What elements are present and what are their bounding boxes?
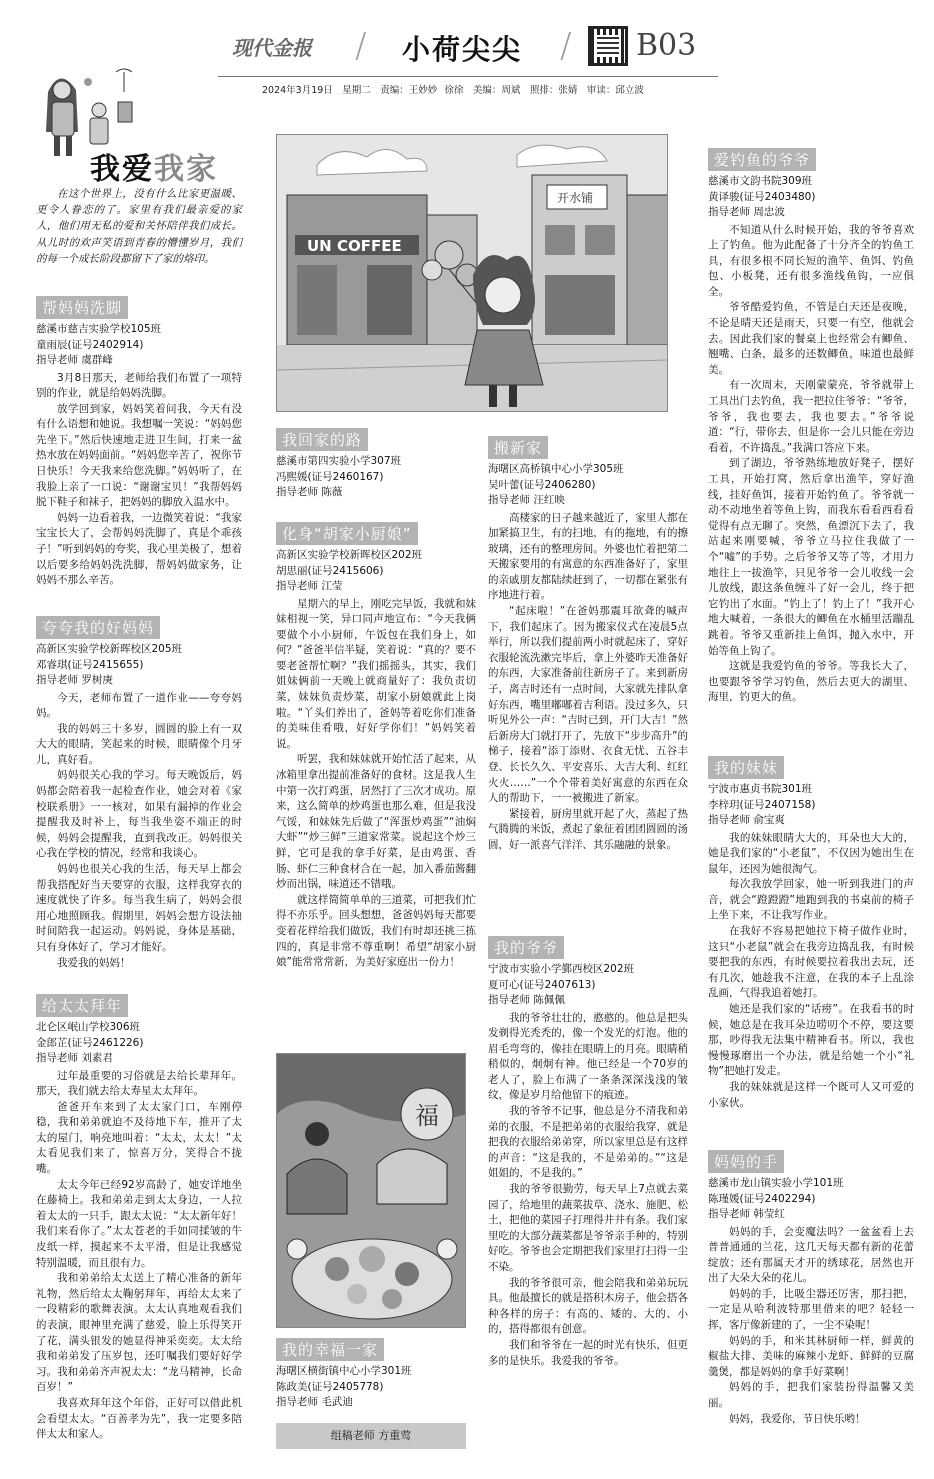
paragraph: 妈妈一边看着我，一边微笑着说：“我家宝宝长大了，会帮妈妈洗脚了，真是个乖孩子！”听到妈妈的夸奖，我心里美极了，想着以后要多给妈妈洗洗脚，帮妈妈做家务，让妈妈不那么辛苦。 <box>36 511 242 587</box>
article-author: 夏可心(证号2407613) <box>488 978 596 991</box>
article-author: 胡思丽(证号2415606) <box>276 564 384 577</box>
article-title: 夸夸我的好妈妈 <box>36 616 160 639</box>
article-title: 搬新家 <box>488 436 548 459</box>
paragraph: 星期六的早上，刚吃完早饭，我就和妹妹相视一笑，异口同声地宣布：“今天我俩要做个小小厨师，午饭包在我们身上，如何？”爸爸半信半疑，笑着说：“真的？要不要老爸帮忙啊？”我们摇摇头，其实，我们姐妹俩前一天晚上就商量好了：我负责切菜，妹妹负责炒菜，胡家小厨娘就此上岗啦。“丫头们养出了，爸妈等着吃你们准备的美味佳肴哦，好好学你们！”妈妈笑着说。 <box>276 597 476 750</box>
column-header <box>18 58 246 187</box>
page-number: B03 <box>636 28 697 63</box>
paragraph: 每次我放学回家，她一听到我进门的声音，就会“蹬蹬蹬”地跑到我的书桌前的椅子上坐下来，不让我写作业。 <box>708 878 914 922</box>
article-happy-family <box>276 1338 476 1411</box>
shop-sign-2: 开水铺 <box>557 191 594 205</box>
paragraph: 我的妹妹眼睛大大的，耳朵也大大的，她是我们家的“小老鼠”，不仅因为她出生在鼠年，还因为她很淘气。 <box>708 831 914 875</box>
paragraph: 爸爸开车来到了太太家门口，车刚停稳，我和弟弟就迫不及待地下车，推开了太太的屋门，响亮地叫着：“太太，太太！”太太看见我们来了，惊喜万分，笑得合不拢嘴。 <box>36 1100 242 1176</box>
paragraph: 这就是我爱钓鱼的爷爷。等我长大了，也要跟爷爷学习钓鱼，然后去更大的湖里、海里，钓更大的鱼。 <box>708 660 914 704</box>
paragraph: 爷爷酷爱钓鱼，不管是白天还是夜晚，不论是晴天还是雨天，只要一有空，他就会去。因此我们家的餐桌上也经常会有鲫鱼、翘嘴、白条，最多的还数鲫鱼，味道也最鲜美。 <box>708 301 914 376</box>
paragraph: 今天，老师布置了一道作业——夸夸妈妈。 <box>36 691 242 720</box>
paragraph: 我爱我的妈妈！ <box>57 956 131 969</box>
paragraph: 我的爷爷很可亲，他会陪我和弟弟玩玩具。他最擅长的就是搭积木房子，他会搭各种各样的房子：有高的、矮的、大的、小的，搭得都很有创意。 <box>488 1276 688 1336</box>
paragraph: “起床啦！”在爸妈那震耳欲聋的喊声下，我们起床了。因为搬家仪式在凌晨5点举行，所以我们提前两小时就起床了，穿好衣服轮流洗漱完毕后，拿上外婆昨天准备好的东西，大家准备前往新房子了。来到新房子，离吉时还有一点时间，大家就先排队拿好东西，嘴里嘟嘟着吉利语。没过多久，只听见外公一声：“吉时已到，开门大吉！”然后新房大门就打开了，先放下“步步高升”的梯子，接着“添丁添财、衣食无忧、五谷丰登、长长久久、平安喜乐、大吉大利、红红火火……”一个个带着美好寓意的东西在众人的帮助下，一一被搬进了新家。 <box>488 605 688 805</box>
article-title: 妈妈的手 <box>708 1150 784 1173</box>
article-teacher: 指导老师 陈薇 <box>276 486 343 498</box>
paragraph: 我和弟弟给太太送上了精心准备的新年礼物，然后给太太鞠躬拜年，再给太太来了一段精彩的歌舞表演。太太认真地观看我们的表演，眼神里充满了慈爱，脸上乐得笑开了花，满头银发的她显得神采奕奕。太太给我和弟弟发了压岁包，还叮嘱我们要好好学习。我和弟弟齐声祝太太：“龙马精神，长命百岁！” <box>36 1272 242 1394</box>
paragraph: 我喜欢拜年这个年俗，正好可以借此机会看望太太。“百善孝为先”，我一定要多陪伴太太和家人。 <box>36 1396 242 1441</box>
painting-happy-family <box>276 1053 466 1328</box>
article-body <box>276 597 476 971</box>
paragraph: 紧接着，厨房里就开起了火，蒸起了热气腾腾的米饭，煮起了象征着团团圆圆的汤圆，好一派喜气洋洋、其乐融融的景象。 <box>488 807 688 851</box>
article-author: 邓睿琪(证号2415655) <box>36 658 144 671</box>
article-teacher: 指导老师 毛武迪 <box>276 1396 353 1408</box>
article-title: 我的妹妹 <box>708 756 784 779</box>
masthead-divider: / <box>355 26 367 66</box>
fu-character: 福 <box>415 1102 439 1130</box>
article-teacher: 指导老师 刘素君 <box>36 1052 113 1064</box>
article-author: 金郎芷(证号2461226) <box>36 1036 144 1049</box>
article-author: 冯熙媛(证号2460167) <box>276 470 384 483</box>
paragraph: 她还是我们家的“话痨”。在我看书的时候，她总是在我耳朵边唠叨个不停，要这要那，吵得我无法集中精神看书。所以，我也慢慢琢磨出一个办法，就是给她一个小“礼物”把她打发走。 <box>708 1003 914 1078</box>
paragraph: 听罢，我和妹妹就开始忙活了起来，从冰箱里拿出提前准备好的食材。这是我人生中第一次打鸡蛋，居然打了三次才成功。原来，这么简单的炒鸡蛋也那么难，但是我没气馁，和妹妹先后做了“浑蛋炒鸡蛋”“油焖大虾”“炒三鲜”三道家常菜。说起这个炒三鲜，它可是我的拿手好菜，是由鸡蛋、香肠、虾仁三种食材合在一起，加入番茄酱翻炒而出锅，味道还不错哦。 <box>276 753 476 891</box>
article-praise-mom <box>36 616 242 971</box>
article-title: 我回家的路 <box>276 428 368 451</box>
paragraph: 我的妹妹就是这样一个既可人又可爱的小家伙。 <box>708 1081 914 1109</box>
article-title: 我的爷爷 <box>488 936 564 959</box>
article-title: 化身“胡家小厨娘” <box>276 522 418 545</box>
editor-credit: 组稿老师 方重莺 <box>276 1423 466 1449</box>
article-teacher: 指导老师 江莹 <box>276 580 343 592</box>
paper-name: 现代金报 <box>232 36 312 60</box>
column-title-dark: 我爱 <box>90 152 154 187</box>
article-school: 北仑区岷山学校306班 <box>36 1021 141 1033</box>
paragraph: 我的爷爷壮壮的，憨憨的。他总是把头发剃得光秃秃的，像一个发光的灯泡。他的眉毛弯弯的，像挂在眼睛上的月亮。眼睛稍稍似的，炯炯有神。他已经是一个70岁的老人了，脸上布满了一条条深深浅浅的皱纹，像是岁月给他留下的痕迹。 <box>488 1011 688 1102</box>
section-title: 小荷尖尖 <box>402 33 523 66</box>
paragraph: 不知道从什么时候开始，我的爷爷喜欢上了钓鱼。他为此配备了十分齐全的钓鱼工具，有很多根不同长短的渔竿、鱼饵、钓鱼包、小板凳，还有很多渔线鱼钩，一应俱全。 <box>708 223 914 298</box>
article-moving <box>488 436 688 854</box>
paragraph: 3月8日那天，老师给我们布置了一项特别的作业，就是给妈妈洗脚。 <box>36 371 242 400</box>
article-new-year-visit <box>36 994 242 1443</box>
article-body <box>488 1011 688 1370</box>
paragraph: 妈妈的手，比吸尘器还厉害，那扫把，一定是从哈利波特那里借来的吧？轻轻一挥，客厅像新建的了，一尘不染呢！ <box>708 1287 914 1332</box>
article-teacher: 指导老师 周忠波 <box>708 206 785 218</box>
article-little-sister <box>708 756 914 1111</box>
paragraph: 我的爷爷不记事，他总是分不清我和弟弟的衣服，不是把弟弟的衣服给我穿，就是把我的衣服给弟弟穿，所以家里总是有这样的声音：“这是我的，不是弟弟的。”“这是姐姐的，不是我的。” <box>488 1105 688 1180</box>
article-body <box>36 1069 242 1443</box>
paragraph: 放学回到家，妈妈笑着问我，今天有没有什么语想和她说。我想嘱一笑说：“妈妈您先坐下。”然后快速地走进卫生间，打来一盆热水放在妈妈面前。“妈妈您辛苦了，祝你节日快乐！今天我来给您洗脚。”妈妈听了，在我脸上亲了一口说：“谢谢宝贝！”我帮妈妈脱下鞋子和袜子，把妈妈的脚放入温水中。 <box>36 402 242 509</box>
paragraph: 妈妈很关心我的学习。每天晚饭后，妈妈都会陪着我一起检查作业，她会对着《家校联系册》一一核对，如果有漏掉的作业会提醒我及时补上，每当我坐姿不端正的时候，妈妈会提醒我，直到我改正。妈妈很关心我在学校的情况，经常和我谈心。 <box>36 769 242 860</box>
dateline: 2024年3月19日 星期二 责编：王妙妙 徐徐 美编：周斌 照排：张婧 审读：邱立波 <box>262 85 644 96</box>
paragraph: 我们和爷爷在一起的时光有快乐，但更多的是快乐。我爱我的爷爷。 <box>488 1338 688 1367</box>
shop-sign-coffee: UN COFFEE <box>307 237 402 255</box>
qr-code-icon <box>588 26 628 66</box>
article-grandpa <box>488 936 688 1369</box>
masthead <box>210 20 720 74</box>
article-teacher: 指导老师 韩莹红 <box>708 1208 785 1220</box>
article-school: 海曙区高桥镇中心小学305班 <box>488 463 624 475</box>
paragraph: 妈妈，我爱你，节日快乐哟！ <box>729 1412 866 1425</box>
article-body <box>708 831 914 1112</box>
article-author: 陈瑾媛(证号2402294) <box>708 1192 816 1205</box>
paragraph: 妈妈也很关心我的生活，每天早上都会帮我搭配好当天要穿的衣服，这样我穿衣的速度就快了许多。每当我生病了，妈妈会很用心地照顾我。假期里，妈妈会想方设法抽时间陪我一起运动。妈妈说，身体是基础，只有身体好了，学习才能好。 <box>36 863 242 953</box>
article-title: 爱钓鱼的爷爷 <box>708 148 816 171</box>
paragraph: 我的妈妈三十多岁，圆圆的脸上有一双大大的眼睛，笑起来的时候，眼睛像个月牙儿，真好看。 <box>36 722 242 766</box>
article-author: 黄译骏(证号2403480) <box>708 190 816 203</box>
paragraph: 到了湖边，爷爷熟练地放好凳子，摆好工具，开始打窝，然后拿出渔竿，穿好渔线，挂好鱼饵，接着开始钓鱼了。爷爷就一动不动地坐着等鱼上钩，而我东看看西看看觉得有点无聊了。突然，鱼漂沉下去了，我站起来刚要喊，爷爷立马拉住我做了一个“嘘”的手势。之后爷爷又等了等，才用力地往上一拔渔竿，只见爷爷一会儿收线一会儿放线，跟这条鱼缠斗了好一会儿，终于把它钓出了水面。“钓上了！钓上了！”我开心地大喊着，一条很大的鲫鱼在水桶里活蹦乱跳着。爷爷又重新挂上鱼饵，抛入水中，开始等鱼上钩了。 <box>708 457 914 657</box>
paragraph: 高楼家的日子越来越近了，家里人都在加紧搞卫生，有的扫地，有的拖地，有的擦玻璃，还有的整理房间。外婆也忙着把第二天搬家要用的有寓意的东西准备好了，家里的亲戚朋友都陆续赶到了，一切都在紧张有序地进行着。 <box>488 511 688 602</box>
paragraph: 妈妈的手，会变魔法吗？一盆盆看上去普普通通的兰花，这几天每天都有新的花蕾绽放；还有那属天才开的绣球花，居然也开出了大朵大朵的花儿。 <box>708 1225 914 1285</box>
paragraph: 太太今年已经92岁高龄了，她安详地坐在藤椅上。我和弟弟走到太太身边，一人拉着太太的一只手，跟太太说：“太太新年好！我们来看你了。”太太苍老的手如同揉皱的牛皮纸一样，摸起来不太平滑，但是让我感觉特别温暖，而且很有力。 <box>36 1178 242 1269</box>
column-title <box>90 144 218 188</box>
masthead-rule <box>218 76 718 77</box>
article-school: 慈溪市龙山镇实验小学101班 <box>708 1177 844 1189</box>
article-school: 宁波市实验小学鄞西校区202班 <box>488 963 635 975</box>
paragraph: 就这样简简单单的三道菜，可把我们忙得不亦乐乎。回头想想，爸爸妈妈每天都要变着花样给我们做饭，我们有时却还挑三拣四的，真是非常不尊重啊！希望“胡家小厨娘”能常常常新，为美好家庭出一份力！ <box>276 893 476 969</box>
article-author: 陈政美(证号2405778) <box>276 1380 384 1393</box>
paragraph: 妈妈的手，和米其林厨师一样，鲜黄的椒盐大排、美味的麻辣小龙虾、鲜鲜的豆腐羹煲，都是妈妈的拿手好菜啊！ <box>708 1334 914 1378</box>
article-fishing-grandpa <box>708 148 914 706</box>
article-body <box>708 223 914 706</box>
article-school: 海曙区横街镇中心小学301班 <box>276 1365 412 1377</box>
painting-street-girl <box>276 134 668 412</box>
article-school: 慈溪市慈吉实验学校105班 <box>36 323 162 335</box>
article-teacher: 指导老师 虞群峰 <box>36 354 113 366</box>
article-title: 给太太拜年 <box>36 994 128 1017</box>
article-moms-hands <box>708 1150 914 1427</box>
article-title: 我的幸福一家 <box>276 1338 384 1361</box>
article-school: 慈溪市文韵书院309班 <box>708 175 813 187</box>
column-title-light: 我家 <box>154 152 218 187</box>
article-wash-feet <box>36 296 242 589</box>
article-school: 宁波市惠贞书院301班 <box>708 783 813 795</box>
article-school: 高新区实验学校新晖校区205班 <box>36 643 183 655</box>
article-author: 吴叶蕾(证号2406280) <box>488 478 596 491</box>
article-little-chef <box>276 522 476 971</box>
article-author: 童雨辰(证号2402914) <box>36 338 144 351</box>
article-body <box>36 691 242 972</box>
article-way-home <box>276 428 476 501</box>
article-author: 李梓玥(证号2407158) <box>708 798 816 811</box>
article-teacher: 指导老师 陈佩佩 <box>488 994 565 1006</box>
article-teacher: 指导老师 罗树庚 <box>36 674 113 686</box>
article-body <box>708 1225 914 1428</box>
article-body <box>36 371 242 589</box>
column-intro: 在这个世界上，没有什么比家更温暖、更令人眷恋的了。家里有我们最亲爱的家人，他们用无私的爱和关怀陪伴我们成长。从儿时的欢声笑语到青春的懵懂岁月，我们的每一个成长阶段都留下了家的烙印。 <box>36 188 242 265</box>
masthead-divider: / <box>560 26 572 66</box>
paragraph: 在我好不容易把她拉下椅子做作业时，这只“小老鼠”就会在我旁边捣乱我，有时候要把我的东西，有时候要拉着我出去玩，还有几次，她趁我不注意，在我的本子上乱涂乱画，气得我追着她打。 <box>708 925 914 1000</box>
paragraph: 有一次周末，天刚蒙蒙亮，爷爷就带上工具出门去钓鱼，我一把拉住爷爷：“爷爷，爷爷，我也要去，我也要去。”爷爷说道：“行，带你去，但是你一会儿只能在旁边看着，不许捣乱。”我满口答应下来。 <box>708 379 914 454</box>
article-body <box>488 511 688 854</box>
article-title: 帮妈妈洗脚 <box>36 296 128 319</box>
paragraph: 我的爷爷很勤劳，每天早上7点就去菜园了，给地里的蔬菜拔草、浇水、施肥、松土，把他的菜园子打理得井井有条。我们家里吃的大部分蔬菜都是爷爷亲手种的，特别好吃。爷爷也会定期把我们家里打扫得一尘不染。 <box>488 1183 688 1273</box>
paragraph: 妈妈的手，把我们家装扮得温馨又美丽。 <box>708 1381 914 1410</box>
article-teacher: 指导老师 汪红映 <box>488 494 565 506</box>
paragraph: 过年最重要的习俗就是去给长辈拜年。那天，我们就去给太寿星太太拜年。 <box>36 1069 242 1098</box>
article-school: 高新区实验学校新晖校区202班 <box>276 549 423 561</box>
article-school: 慈溪市第四实验小学307班 <box>276 455 402 467</box>
article-teacher: 指导老师 俞宝爽 <box>708 814 785 826</box>
